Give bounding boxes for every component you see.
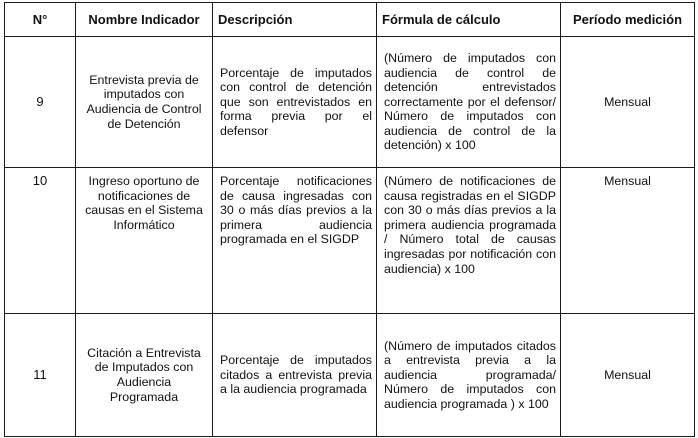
indicator-name: Citación a Entrevista de Imputados con Audiencia Programada: [76, 314, 213, 437]
table-row: [5, 168, 695, 314]
header-period: Período medición: [561, 3, 695, 37]
row-number: 10: [5, 168, 76, 314]
indicator-formula: (Número de imputados citados a entrevista previa a la audiencia programada/ Número de imputados con audiencia programada ) x 100: [377, 314, 561, 437]
header-name: Nombre Indicador: [76, 3, 213, 37]
table-row: [5, 314, 695, 437]
indicator-period: Mensual: [561, 314, 695, 437]
indicator-period: Mensual: [561, 168, 695, 314]
header-num: N°: [5, 3, 76, 37]
header-row: [5, 3, 695, 37]
indicator-formula: (Número de imputados con audiencia de control de detención entrevistados correctamente por el defensor/ Número de imputados con audiencia de control de la detención) x 100: [377, 37, 561, 168]
header-formula: Fórmula de cálculo: [377, 3, 561, 37]
indicator-formula: (Número de notificaciones de causa registradas en el SIGDP con 30 o más días previos a la primera audiencia programada / Número total de causas ingresadas por notificación con audiencia) x 100: [377, 168, 561, 314]
indicator-description: Porcentaje de imputados con control de detención que son entrevistados en forma previa por el defensor: [213, 37, 377, 168]
header-description: Descripción: [213, 3, 377, 37]
row-number: 9: [5, 37, 76, 168]
indicator-name: Entrevista previa de imputados con Audiencia de Control de Detención: [76, 37, 213, 168]
table-row: [5, 37, 695, 168]
indicator-period: Mensual: [561, 37, 695, 168]
indicator-description: Porcentaje de imputados citados a entrevista previa a la audiencia programada: [213, 314, 377, 437]
row-number: 11: [5, 314, 76, 437]
indicator-description: Porcentaje notificaciones de causa ingresadas con 30 o más días previos a la primera audiencia programada en el SIGDP: [213, 168, 377, 314]
indicator-name: Ingreso oportuno de notificaciones de causas en el Sistema Informático: [76, 168, 213, 314]
indicators-table: [4, 2, 695, 437]
